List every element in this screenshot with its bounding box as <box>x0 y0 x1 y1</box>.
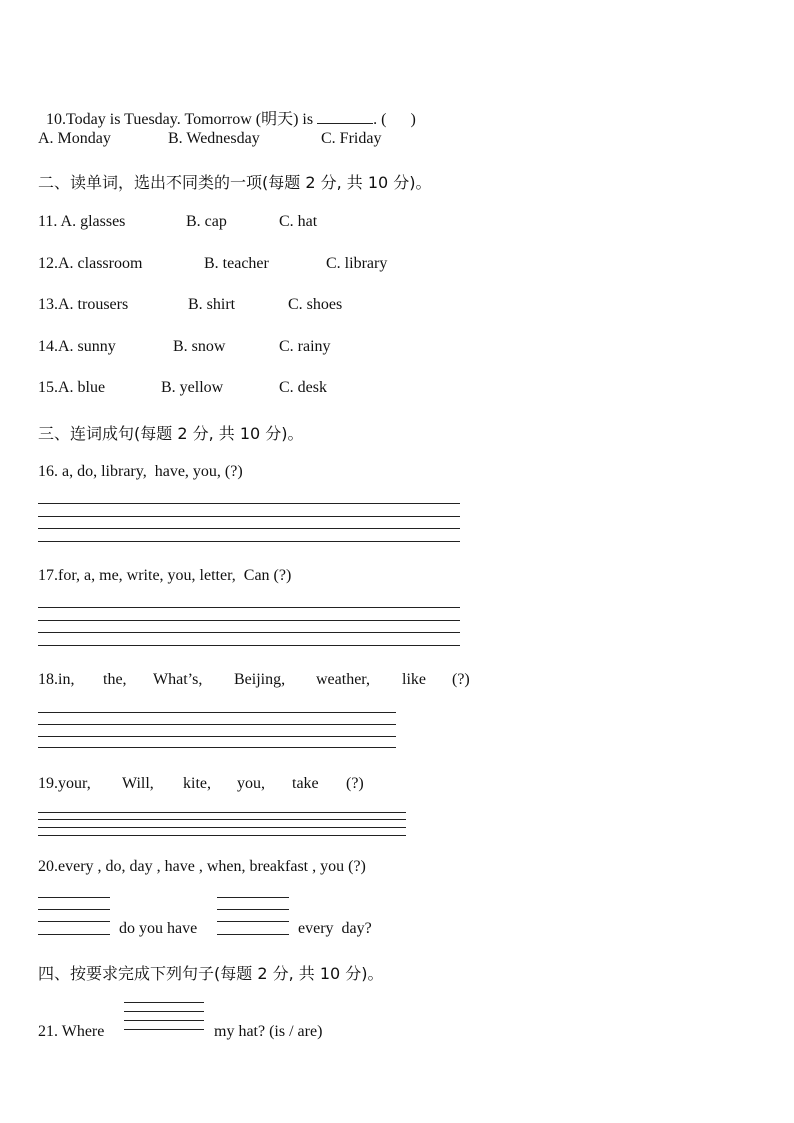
section-4-heading: 四、按要求完成下列句子(每题 2 分, 共 10 分)。 <box>38 964 384 983</box>
answer-line[interactable] <box>217 909 289 910</box>
question-11: 11. A. glasses <box>38 213 126 230</box>
answer-line[interactable] <box>217 921 289 922</box>
question-13-option-b: B. shirt <box>188 296 236 313</box>
question-14-option-c: C. rainy <box>279 338 331 355</box>
option-b: B. Wednesday <box>168 130 260 147</box>
answer-line[interactable] <box>38 909 110 910</box>
answer-line[interactable] <box>38 897 110 898</box>
answer-paren: . ( ) <box>373 111 416 128</box>
question-19-word: Will, <box>122 775 154 792</box>
question-10 <box>38 88 416 129</box>
question-20: 20.every , do, day , have , when, breakfast , you (?) <box>38 858 366 875</box>
answer-line[interactable] <box>38 503 460 504</box>
question-18-word: 18.in, <box>38 671 75 688</box>
question-19-word: take <box>292 775 319 792</box>
answer-line[interactable] <box>38 747 396 748</box>
question-15: 15.A. blue <box>38 379 106 396</box>
section-2-heading: 二、读单词，选出不同类的一项(每题 2 分, 共 10 分)。 <box>38 173 432 192</box>
answer-line[interactable] <box>38 921 110 922</box>
answer-line[interactable] <box>38 819 406 820</box>
answer-line[interactable] <box>38 712 396 713</box>
answer-line[interactable] <box>38 827 406 828</box>
question-15-option-c: C. desk <box>279 379 327 396</box>
question-18-word: Beijing, <box>234 671 286 688</box>
answer-line[interactable] <box>217 934 289 935</box>
question-12-option-b: B. teacher <box>204 255 269 272</box>
question-20-mid-text: do you have <box>119 920 198 937</box>
question-13-option-c: C. shoes <box>288 296 343 313</box>
answer-line[interactable] <box>38 541 460 542</box>
answer-line[interactable] <box>38 736 396 737</box>
question-21-end: my hat? (is / are) <box>214 1023 323 1040</box>
question-19-word: kite, <box>183 775 211 792</box>
answer-line[interactable] <box>38 835 406 836</box>
answer-line[interactable] <box>38 632 460 633</box>
option-a: A. Monday <box>38 130 111 147</box>
answer-line[interactable] <box>124 1020 204 1021</box>
question-19-word: you, <box>237 775 265 792</box>
question-19-word: 19.your, <box>38 775 91 792</box>
question-18-word: like <box>402 671 426 688</box>
question-21-start: 21. Where <box>38 1023 105 1040</box>
section-3-heading: 三、连词成句(每题 2 分, 共 10 分)。 <box>38 424 304 443</box>
answer-line[interactable] <box>124 1011 204 1012</box>
question-16: 16. a, do, library, have, you, (?) <box>38 463 243 480</box>
answer-line[interactable] <box>38 812 406 813</box>
question-20-end-text: every day? <box>298 920 372 937</box>
question-18-word: weather, <box>316 671 370 688</box>
question-19-word: (?) <box>346 775 364 792</box>
question-10-text: 10.Today is Tuesday. Tomorrow (明天) is <box>46 111 318 128</box>
question-11-option-b: B. cap <box>186 213 227 230</box>
question-18-word: (?) <box>452 671 470 688</box>
question-14: 14.A. sunny <box>38 338 116 355</box>
answer-line[interactable] <box>38 516 460 517</box>
question-13: 13.A. trousers <box>38 296 129 313</box>
answer-line[interactable] <box>38 934 110 935</box>
answer-line[interactable] <box>38 645 460 646</box>
question-17: 17.for, a, me, write, you, letter, Can (?) <box>38 567 292 584</box>
question-14-option-b: B. snow <box>173 338 226 355</box>
answer-line[interactable] <box>38 724 396 725</box>
question-12-option-c: C. library <box>326 255 388 272</box>
answer-line[interactable] <box>38 607 460 608</box>
question-15-option-b: B. yellow <box>161 379 224 396</box>
answer-line[interactable] <box>217 897 289 898</box>
answer-line[interactable] <box>38 620 460 621</box>
question-12: 12.A. classroom <box>38 255 143 272</box>
question-11-option-c: C. hat <box>279 213 318 230</box>
question-18-word: What’s, <box>153 671 203 688</box>
answer-line[interactable] <box>124 1002 204 1003</box>
answer-line[interactable] <box>124 1029 204 1030</box>
answer-line[interactable] <box>38 528 460 529</box>
option-c: C. Friday <box>321 130 382 147</box>
question-18-word: the, <box>103 671 127 688</box>
answer-blank[interactable] <box>317 109 373 124</box>
